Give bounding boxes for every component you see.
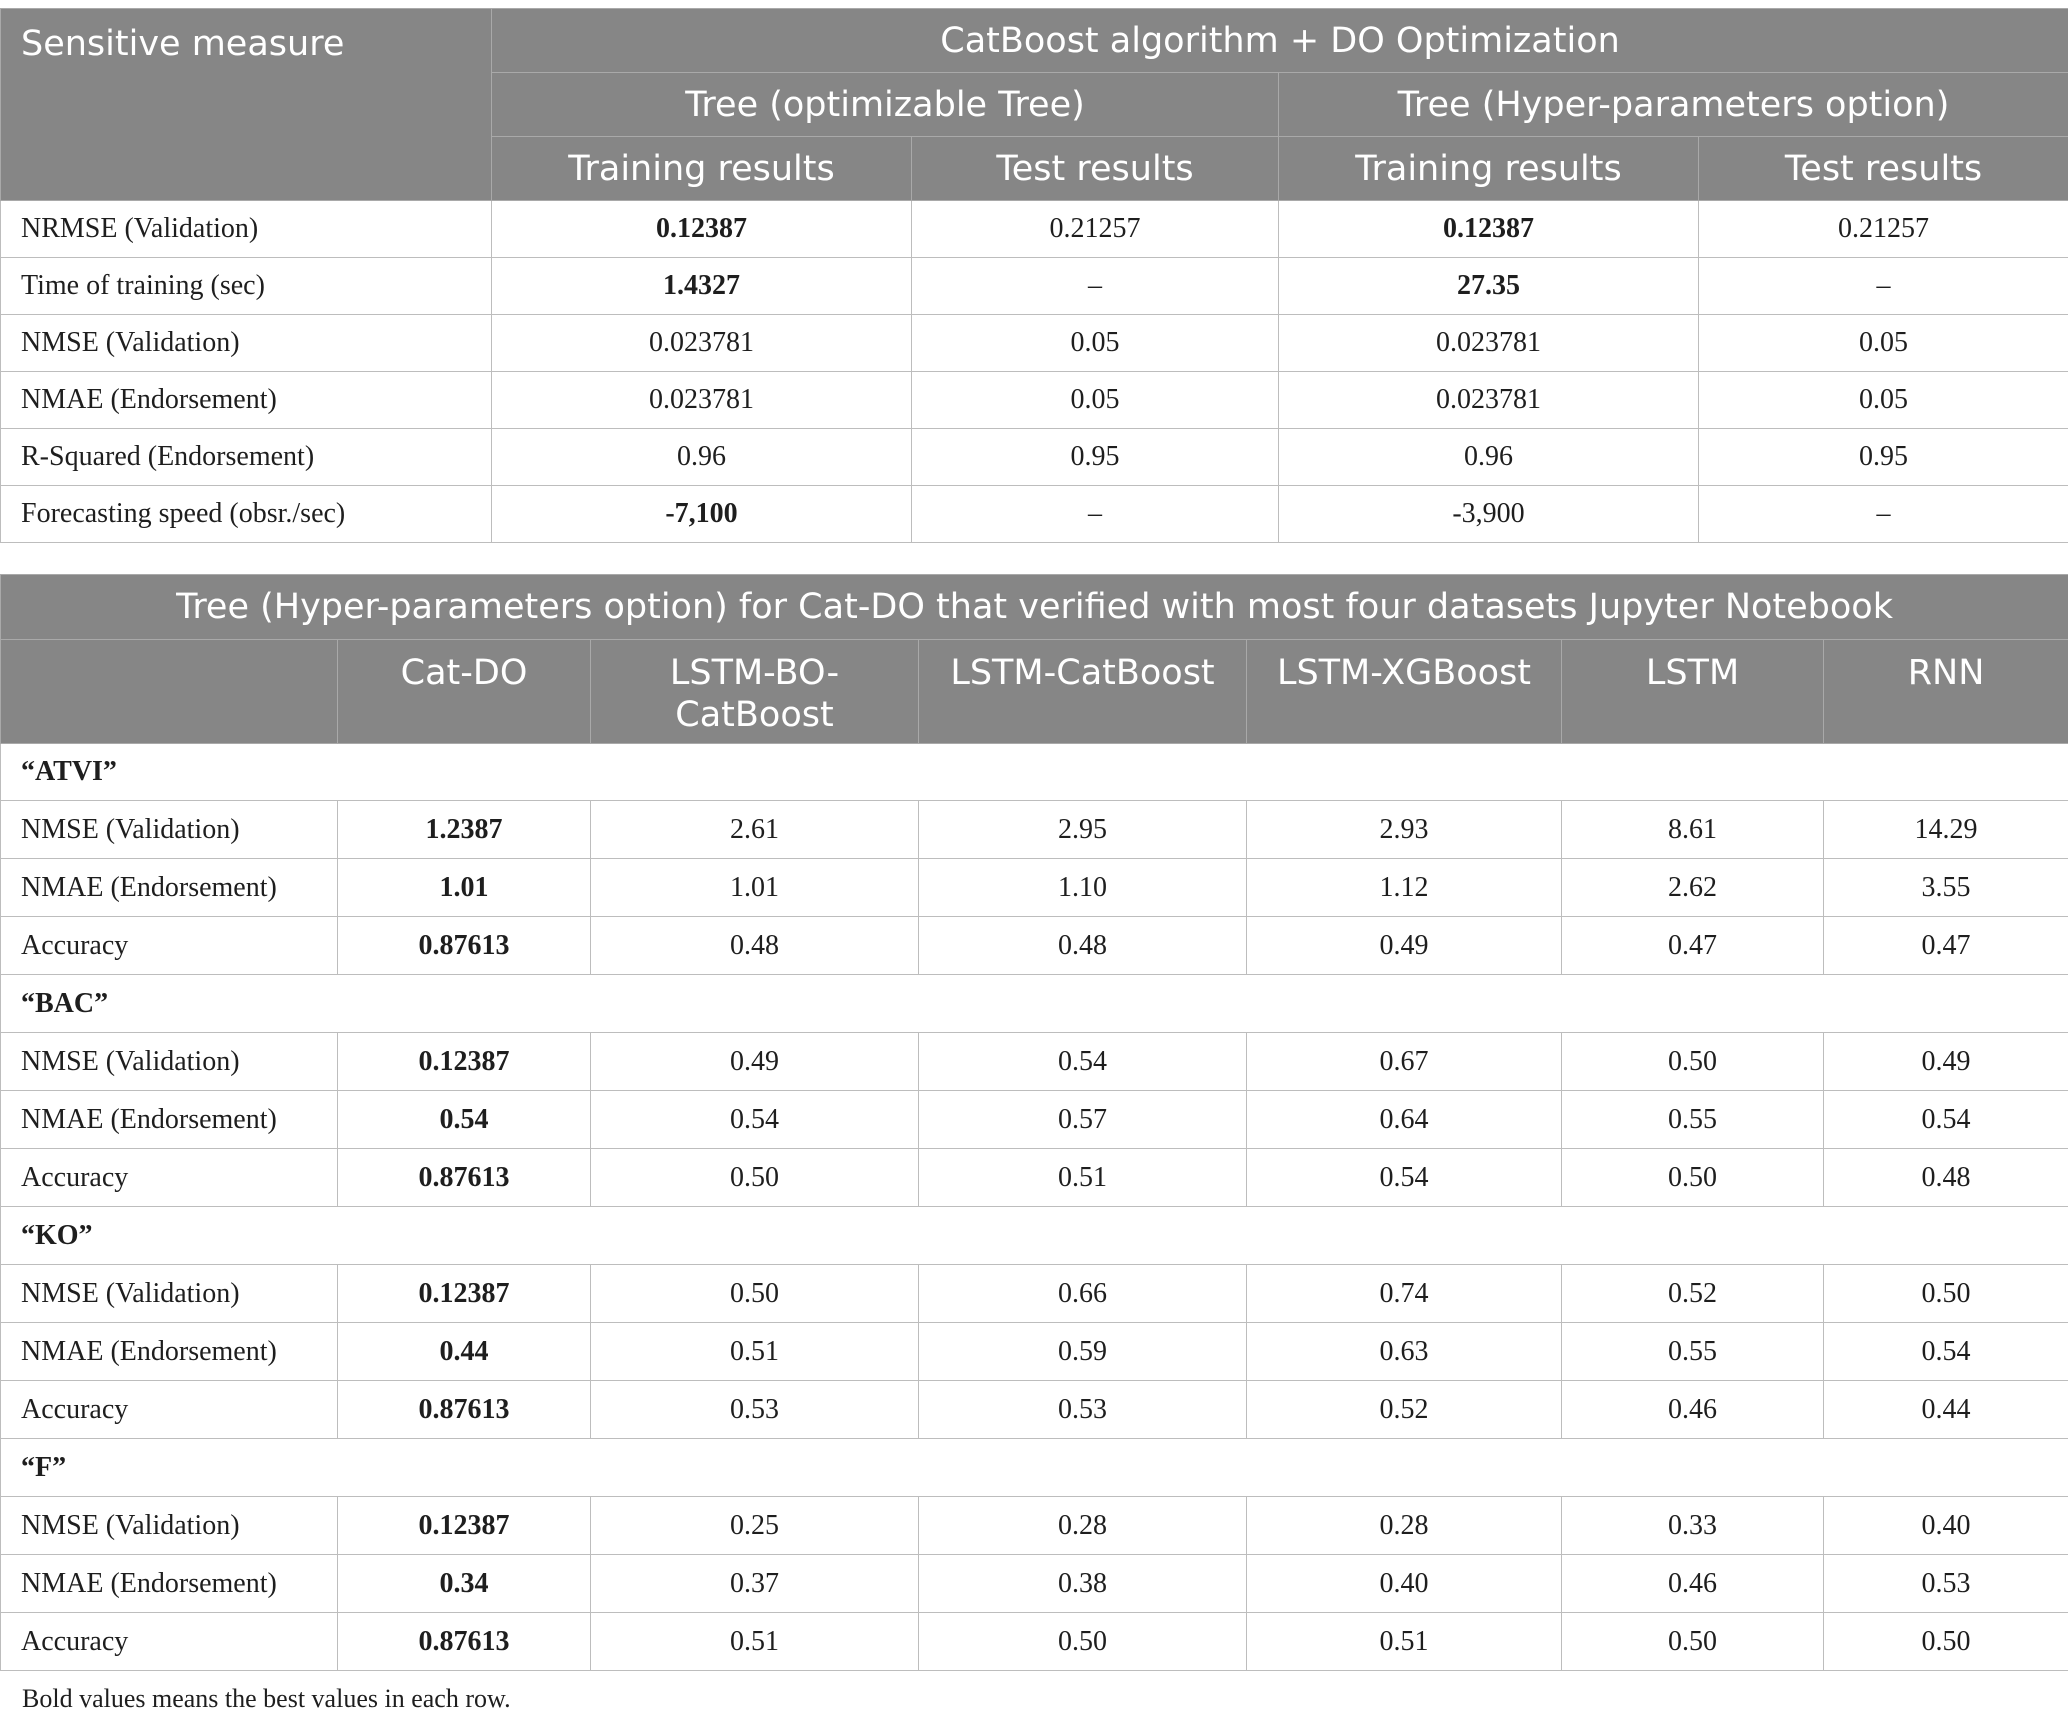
table-cell: 0.12387 — [338, 1265, 591, 1323]
table-cell: 0.47 — [1824, 917, 2068, 975]
table-row — [1, 801, 2068, 859]
table-row — [1, 258, 2068, 315]
group-row — [1, 1207, 2068, 1265]
table-cell: 2.62 — [1562, 859, 1824, 917]
dataset-label: “ATVI” — [1, 744, 2068, 801]
group-title: CatBoost algorithm + DO Optimization — [492, 9, 2068, 73]
table-row — [1, 1149, 2068, 1207]
table-row — [1, 1091, 2068, 1149]
table-cell: 0.51 — [591, 1613, 919, 1671]
row-label: R-Squared (Endorsement) — [1, 429, 492, 486]
table-cell: 0.33 — [1562, 1497, 1824, 1555]
table-cell: 3.55 — [1824, 859, 2068, 917]
table-cell: 1.01 — [591, 859, 919, 917]
table-row — [1, 1265, 2068, 1323]
table-cell: 1.01 — [338, 859, 591, 917]
group-row — [1, 744, 2068, 801]
table-cell: 2.93 — [1247, 801, 1562, 859]
table-cell: 0.87613 — [338, 1149, 591, 1207]
row-label: NMSE (Validation) — [1, 1033, 338, 1091]
row-label: NRMSE (Validation) — [1, 201, 492, 258]
table-cell: 0.50 — [1824, 1265, 2068, 1323]
subgroup-header: Tree (optimizable Tree) — [492, 73, 1279, 137]
row-label: Accuracy — [1, 1381, 338, 1439]
table-cell: 0.96 — [1279, 429, 1699, 486]
table-cell: 0.52 — [1247, 1381, 1562, 1439]
table-cell: 0.67 — [1247, 1033, 1562, 1091]
table-cell: 0.023781 — [1279, 372, 1699, 429]
table-cell: 2.95 — [919, 801, 1247, 859]
row-label: NMAE (Endorsement) — [1, 1323, 338, 1381]
table-cell: 0.12387 — [492, 201, 912, 258]
table-cell: 0.53 — [1824, 1555, 2068, 1613]
table-row — [1, 1323, 2068, 1381]
dataset-label: “KO” — [1, 1207, 2068, 1265]
row-label: Accuracy — [1, 1149, 338, 1207]
table-row — [1, 1033, 2068, 1091]
row-label: NMSE (Validation) — [1, 1265, 338, 1323]
table-cell: 0.51 — [919, 1149, 1247, 1207]
group-row — [1, 1439, 2068, 1497]
table-row — [1, 859, 2068, 917]
table-cell: 0.48 — [591, 917, 919, 975]
dataset-label: “F” — [1, 1439, 2068, 1497]
table-cell: 0.44 — [1824, 1381, 2068, 1439]
table-cell: 0.66 — [919, 1265, 1247, 1323]
row-label: NMAE (Endorsement) — [1, 1555, 338, 1613]
table-cell: 0.05 — [1699, 372, 2068, 429]
table-cell: 0.74 — [1247, 1265, 1562, 1323]
row-label: NMAE (Endorsement) — [1, 372, 492, 429]
table-cell: 2.61 — [591, 801, 919, 859]
row-label: Time of training (sec) — [1, 258, 492, 315]
table-cell: 0.12387 — [338, 1497, 591, 1555]
table-row — [1, 1613, 2068, 1671]
table-cell: 0.37 — [591, 1555, 919, 1613]
table-cell: 0.87613 — [338, 1613, 591, 1671]
table-cell: 0.87613 — [338, 1381, 591, 1439]
table-cell: 0.21257 — [1699, 201, 2068, 258]
table-cell: 0.96 — [492, 429, 912, 486]
table-row — [1, 1497, 2068, 1555]
column-header: Cat-DO — [338, 640, 591, 744]
table-cell: 1.2387 — [338, 801, 591, 859]
table-cell: 1.12 — [1247, 859, 1562, 917]
row-label: NMSE (Validation) — [1, 1497, 338, 1555]
table-row — [1, 201, 2068, 258]
row-label: Accuracy — [1, 1613, 338, 1671]
table-row — [1, 1381, 2068, 1439]
table-cell: 0.95 — [912, 429, 1279, 486]
dataset-label: “BAC” — [1, 975, 2068, 1033]
table-cell: – — [1699, 486, 2068, 543]
table-cell: 1.10 — [919, 859, 1247, 917]
table-title: Tree (Hyper-parameters option) for Cat-DO that verified with most four datasets Jupyter Notebook — [1, 575, 2068, 640]
column-header: RNN — [1824, 640, 2068, 744]
column-header: LSTM-XGBoost — [1247, 640, 1562, 744]
table-cell: 0.12387 — [1279, 201, 1699, 258]
table-cell: 0.46 — [1562, 1555, 1824, 1613]
table-cell: 0.40 — [1824, 1497, 2068, 1555]
table-cell: 0.023781 — [492, 315, 912, 372]
table-cell: 0.53 — [591, 1381, 919, 1439]
table-cell: – — [912, 486, 1279, 543]
table-cell: 0.54 — [591, 1091, 919, 1149]
table-cell: 0.49 — [1824, 1033, 2068, 1091]
table-cell: 0.49 — [591, 1033, 919, 1091]
table-cell: 0.50 — [919, 1613, 1247, 1671]
table-cell: 1.4327 — [492, 258, 912, 315]
column-header: Test results — [1699, 137, 2068, 201]
row-label: Accuracy — [1, 917, 338, 975]
table-cell: -3,900 — [1279, 486, 1699, 543]
table-cell: 0.49 — [1247, 917, 1562, 975]
table-row — [1, 429, 2068, 486]
table-cell: 0.46 — [1562, 1381, 1824, 1439]
group-row — [1, 975, 2068, 1033]
table-cell: 0.38 — [919, 1555, 1247, 1613]
table-cell: 8.61 — [1562, 801, 1824, 859]
table-cell: 27.35 — [1279, 258, 1699, 315]
row-label: NMAE (Endorsement) — [1, 1091, 338, 1149]
table-cell: 0.87613 — [338, 917, 591, 975]
table-cell: 0.95 — [1699, 429, 2068, 486]
table-cell: 0.28 — [1247, 1497, 1562, 1555]
empty-header — [1, 640, 338, 744]
table-cell: 0.50 — [591, 1265, 919, 1323]
column-header: Training results — [1279, 137, 1699, 201]
table-cell: 0.55 — [1562, 1091, 1824, 1149]
table-cell: 0.57 — [919, 1091, 1247, 1149]
row-label: NMSE (Validation) — [1, 801, 338, 859]
table-cell: 0.12387 — [338, 1033, 591, 1091]
table-cell: 0.54 — [919, 1033, 1247, 1091]
table-cell: 0.59 — [919, 1323, 1247, 1381]
table-cell: 0.50 — [1562, 1613, 1824, 1671]
column-header: LSTM — [1562, 640, 1824, 744]
row-label: Forecasting speed (obsr./sec) — [1, 486, 492, 543]
table-cell: 0.21257 — [912, 201, 1279, 258]
table-cell: -7,100 — [492, 486, 912, 543]
table-cell: 0.47 — [1562, 917, 1824, 975]
table-cell: 0.53 — [919, 1381, 1247, 1439]
column-header: Test results — [912, 137, 1279, 201]
table-row — [1, 917, 2068, 975]
table-cell: 0.25 — [591, 1497, 919, 1555]
table-cell: 0.54 — [338, 1091, 591, 1149]
subgroup-header: Tree (Hyper-parameters option) — [1279, 73, 2068, 137]
table-cell: 0.34 — [338, 1555, 591, 1613]
table-cell: 0.05 — [1699, 315, 2068, 372]
table-cell: 14.29 — [1824, 801, 2068, 859]
table-row — [1, 372, 2068, 429]
table-cell: 0.48 — [919, 917, 1247, 975]
table-cell: 0.54 — [1824, 1323, 2068, 1381]
row-label: NMAE (Endorsement) — [1, 859, 338, 917]
table-cell: 0.05 — [912, 372, 1279, 429]
table-cell: 0.48 — [1824, 1149, 2068, 1207]
table-cell: 0.64 — [1247, 1091, 1562, 1149]
table-cell: 0.50 — [591, 1149, 919, 1207]
table-cell: 0.50 — [1562, 1033, 1824, 1091]
catboost-do-table — [0, 8, 2068, 543]
column-header: Training results — [492, 137, 912, 201]
table-cell: 0.50 — [1562, 1149, 1824, 1207]
table-cell: 0.50 — [1824, 1613, 2068, 1671]
table-cell: 0.023781 — [492, 372, 912, 429]
table-cell: 0.54 — [1247, 1149, 1562, 1207]
table-cell: 0.44 — [338, 1323, 591, 1381]
table-row — [1, 486, 2068, 543]
row-label: NMSE (Validation) — [1, 315, 492, 372]
table-cell: 0.63 — [1247, 1323, 1562, 1381]
table-cell: 0.52 — [1562, 1265, 1824, 1323]
table-cell: – — [1699, 258, 2068, 315]
table-row — [1, 315, 2068, 372]
table-cell: 0.05 — [912, 315, 1279, 372]
table-cell: 0.55 — [1562, 1323, 1824, 1381]
dataset-comparison-table — [0, 574, 2068, 1671]
column-header: LSTM-CatBoost — [919, 640, 1247, 744]
table-cell: 0.40 — [1247, 1555, 1562, 1613]
table-cell: 0.54 — [1824, 1091, 2068, 1149]
table-row — [1, 1555, 2068, 1613]
table-cell: 0.51 — [591, 1323, 919, 1381]
column-header: LSTM-BO-CatBoost — [591, 640, 919, 744]
table-cell: 0.023781 — [1279, 315, 1699, 372]
table-cell: 0.51 — [1247, 1613, 1562, 1671]
table-cell: 0.28 — [919, 1497, 1247, 1555]
table-cell: – — [912, 258, 1279, 315]
corner-header: Sensitive measure — [1, 9, 492, 201]
table-footnote: Bold values means the best values in each row. — [22, 1684, 511, 1713]
